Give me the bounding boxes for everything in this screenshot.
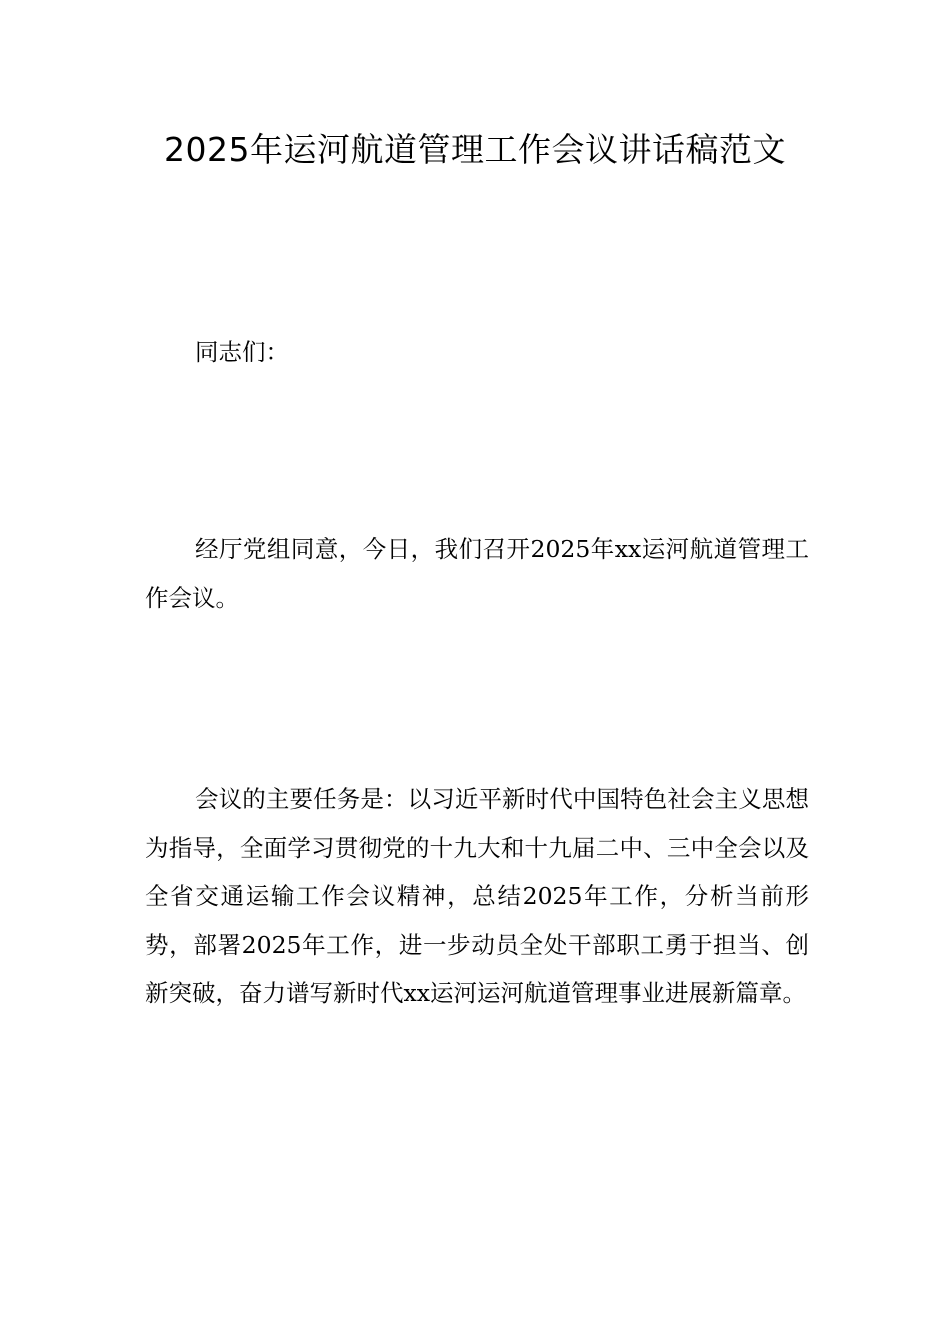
intro-paragraph: 经厅党组同意，今日，我们召开2025年xx运河航道管理工作会议。 [145,535,809,612]
tasks-paragraph: 会议的主要任务是：以习近平新时代中国特色社会主义思想为指导，全面学习贯彻党的十九大和十九届二中、三中全会以及全省交通运输工作会议精神，总结2025年工作，分析当前形势，部署2025年工作，进一步动员全处干部职工勇于担当、创新突破，奋力谱写新时代xx运河运河航道管理事业进展新篇章。 [145,785,809,1007]
greeting-paragraph: 同志们： [195,338,289,366]
document-title: 2025年运河航道管理工作会议讲话稿范文 [164,130,786,169]
